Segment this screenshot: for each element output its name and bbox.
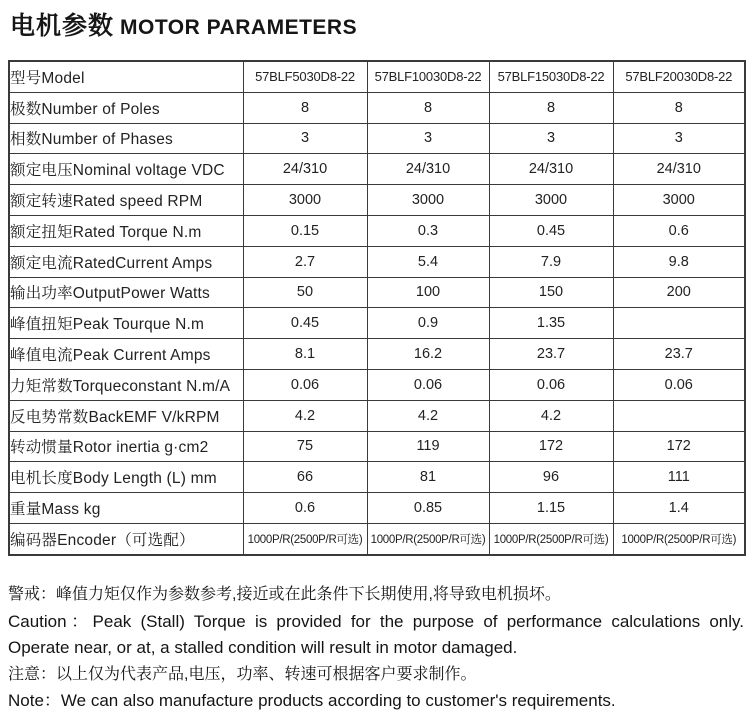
row-label: 相数Number of Phases xyxy=(9,123,243,154)
row-value: 1000P/R(2500P/R可选) xyxy=(243,523,367,554)
row-value xyxy=(613,308,745,339)
row-label: 极数Number of Poles xyxy=(9,92,243,123)
row-value: 3000 xyxy=(489,185,613,216)
row-value: 8 xyxy=(367,92,489,123)
row-value: 1.4 xyxy=(613,493,745,524)
page-title-en: MOTOR PARAMETERS xyxy=(120,16,358,39)
table-row xyxy=(9,308,745,339)
table-row xyxy=(9,339,745,370)
row-value: 8 xyxy=(489,92,613,123)
table-row xyxy=(9,369,745,400)
table-row xyxy=(9,462,745,493)
table-row xyxy=(9,92,745,123)
row-value: 2.7 xyxy=(243,246,367,277)
row-value: 172 xyxy=(613,431,745,462)
row-value: 0.3 xyxy=(367,215,489,246)
row-value: 57BLF10030D8-22 xyxy=(367,61,489,92)
table-row xyxy=(9,277,745,308)
row-label: 重量Mass kg xyxy=(9,493,243,524)
row-value: 24/310 xyxy=(489,154,613,185)
row-value: 7.9 xyxy=(489,246,613,277)
notice-note-zh: 注意：以上仅为代表产品,电压，功率、转速可根据客户要求制作。 xyxy=(8,665,477,683)
row-value: 0.45 xyxy=(243,308,367,339)
row-value: 1000P/R(2500P/R可选) xyxy=(489,523,613,554)
parameters-table-body xyxy=(9,61,745,555)
row-value: 96 xyxy=(489,462,613,493)
row-value: 4.2 xyxy=(489,400,613,431)
row-value: 9.8 xyxy=(613,246,745,277)
row-value: 111 xyxy=(613,462,745,493)
row-label: 输出功率OutputPower Watts xyxy=(9,277,243,308)
row-value: 3000 xyxy=(367,185,489,216)
table-row xyxy=(9,431,745,462)
row-value: 57BLF15030D8-22 xyxy=(489,61,613,92)
row-label: 额定电压Nominal voltage VDC xyxy=(9,154,243,185)
note-en: Note：We can also manufacture products according to customer's requirements. xyxy=(8,691,616,710)
row-label: 峰值电流Peak Current Amps xyxy=(9,339,243,370)
row-value: 3 xyxy=(367,123,489,154)
row-value: 3 xyxy=(613,123,745,154)
row-value: 0.9 xyxy=(367,308,489,339)
row-label: 额定转速Rated speed RPM xyxy=(9,185,243,216)
row-value: 57BLF20030D8-22 xyxy=(613,61,745,92)
table-row xyxy=(9,400,745,431)
row-value: 23.7 xyxy=(489,339,613,370)
row-label: 反电势常数BackEMF V/kRPM xyxy=(9,400,243,431)
row-value: 119 xyxy=(367,431,489,462)
row-label: 力矩常数Torqueconstant N.m/A xyxy=(9,369,243,400)
row-value: 8.1 xyxy=(243,339,367,370)
row-value: 0.85 xyxy=(367,493,489,524)
row-value: 200 xyxy=(613,277,745,308)
row-value: 24/310 xyxy=(367,154,489,185)
row-value: 100 xyxy=(367,277,489,308)
row-value: 8 xyxy=(613,92,745,123)
row-value: 1000P/R(2500P/R可选) xyxy=(613,523,745,554)
table-row xyxy=(9,154,745,185)
row-value: 0.45 xyxy=(489,215,613,246)
row-value: 50 xyxy=(243,277,367,308)
row-value: 4.2 xyxy=(367,400,489,431)
caution-note-en-continued: Operate near, or at, a stalled condition will result in motor damaged. xyxy=(8,638,518,657)
row-value: 0.6 xyxy=(613,215,745,246)
row-value: 5.4 xyxy=(367,246,489,277)
motor-parameters-table xyxy=(8,60,746,556)
row-label: 额定扭矩Rated Torque N.m xyxy=(9,215,243,246)
page-title xyxy=(10,6,357,42)
row-value: 0.15 xyxy=(243,215,367,246)
row-value: 4.2 xyxy=(243,400,367,431)
table-row xyxy=(9,523,745,554)
row-value: 3000 xyxy=(243,185,367,216)
row-value: 0.06 xyxy=(367,369,489,400)
table-row xyxy=(9,185,745,216)
row-value: 1.35 xyxy=(489,308,613,339)
row-label: 编码器Encoder（可选配） xyxy=(9,523,243,554)
row-label: 电机长度Body Length (L) mm xyxy=(9,462,243,493)
row-label: 型号Model xyxy=(9,61,243,92)
row-value: 172 xyxy=(489,431,613,462)
row-value: 0.06 xyxy=(613,369,745,400)
row-value: 75 xyxy=(243,431,367,462)
row-value: 24/310 xyxy=(243,154,367,185)
row-value: 24/310 xyxy=(613,154,745,185)
row-label: 峰值扭矩Peak Tourque N.m xyxy=(9,308,243,339)
table-row xyxy=(9,61,745,92)
caution-note-en: Caution：Peak (Stall) Torque is provided for the purpose of performance calculations only. xyxy=(8,611,744,631)
warning-note-zh: 警戒：峰值力矩仅作为参数参考,接近或在此条件下长期使用,将导致电机损坏。 xyxy=(8,586,561,603)
row-value: 150 xyxy=(489,277,613,308)
row-value: 66 xyxy=(243,462,367,493)
row-value: 0.06 xyxy=(243,369,367,400)
row-value: 1000P/R(2500P/R可选) xyxy=(367,523,489,554)
table-row xyxy=(9,246,745,277)
row-value: 3 xyxy=(243,123,367,154)
row-value: 0.6 xyxy=(243,493,367,524)
row-label: 转动惯量Rotor inertia g·cm2 xyxy=(9,431,243,462)
notes-section xyxy=(8,582,744,715)
row-value: 1.15 xyxy=(489,493,613,524)
table-row xyxy=(9,123,745,154)
row-value: 8 xyxy=(243,92,367,123)
page-title-zh: 电机参数 xyxy=(10,12,115,40)
row-value xyxy=(613,400,745,431)
row-value: 16.2 xyxy=(367,339,489,370)
table-row xyxy=(9,215,745,246)
row-value: 3000 xyxy=(613,185,745,216)
row-value: 81 xyxy=(367,462,489,493)
row-value: 0.06 xyxy=(489,369,613,400)
row-label: 额定电流RatedCurrent Amps xyxy=(9,246,243,277)
table-row xyxy=(9,493,745,524)
row-value: 23.7 xyxy=(613,339,745,370)
row-value: 3 xyxy=(489,123,613,154)
row-value: 57BLF5030D8-22 xyxy=(243,61,367,92)
